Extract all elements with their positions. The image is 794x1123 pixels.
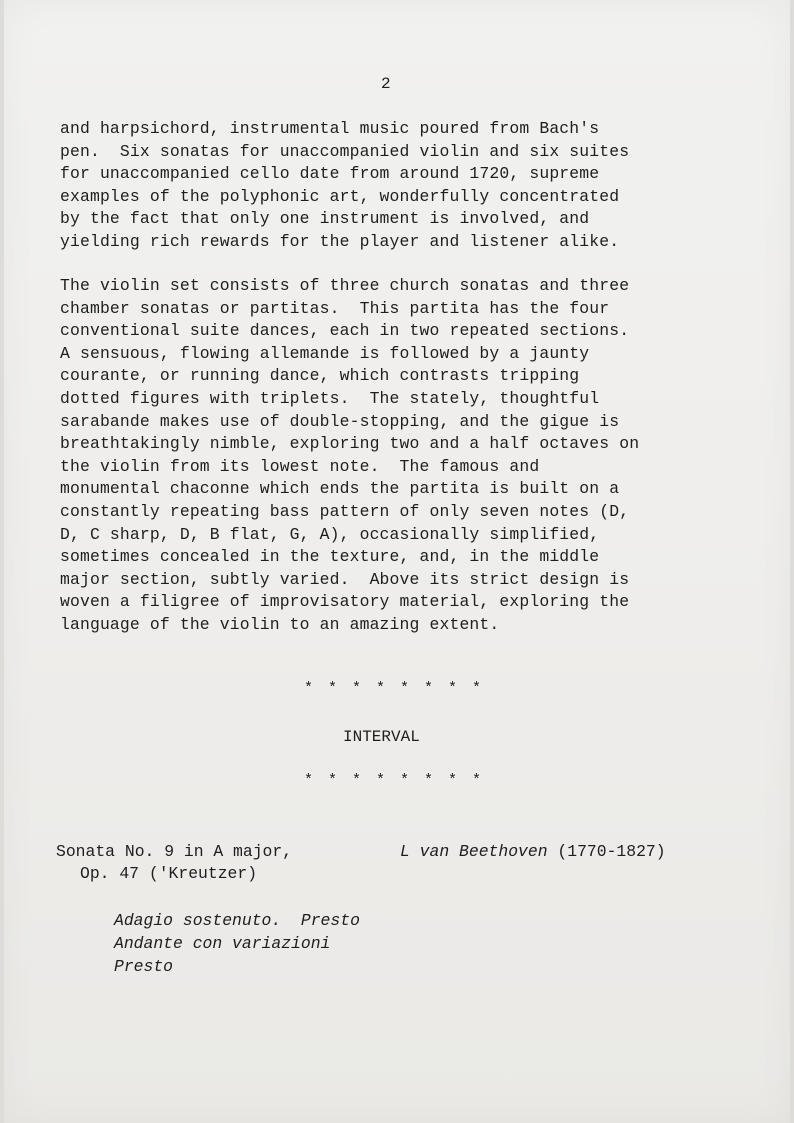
document-page (4, 0, 790, 1123)
paragraph-bach-intro: and harpsichord, instrumental music poured from Bach's pen. Six sonatas for unaccompanied violin and six suites for unaccompanied cello date from around 1720, supreme examples of the polyphonic art, wonderfully concentrated by the fact that only one instrument is involved, and yielding rich rewards for the player and listener alike. (60, 119, 630, 251)
composer-name: L van Beethoven (400, 842, 548, 861)
work-title: Sonata No. 9 in A major, (56, 842, 293, 861)
separator-stars-top: * * * * * * * * (304, 680, 485, 697)
page-number: 2 (381, 75, 391, 93)
paragraph-violin-partita: The violin set consists of three church sonatas and three chamber sonatas or partitas. This partita has the four conventional suite dances, each in two repeated sections. A sensuous, flowing allemande is followed by a jaunty courante, or running dance, which contrasts tripping dotted figures with triplets. The stately, thoughtful sarabande makes use of double-stopping, and the gigue is breathtakingly nimble, exploring two and a half octaves on the violin from its lowest note. The famous and monumental chaconne which ends the partita is built on a constantly repeating bass pattern of only seven notes (D, D, C sharp, D, B flat, G, A), occasionally simplified, sometimes concealed in the texture, and, in the middle major section, subtly varied. Above its strict design is woven a filigree of improvisatory material, exploring the language of the violin to an amazing extent. (60, 276, 640, 634)
movement-item: Adagio sostenuto. Presto (114, 911, 360, 930)
composer-dates: (1770-1827) (557, 842, 666, 861)
separator-stars-bottom: * * * * * * * * (304, 772, 485, 789)
work-opus: Op. 47 ('Kreutzer) (80, 864, 258, 883)
movement-item: Presto (114, 957, 174, 976)
movement-item: Andante con variazioni (114, 934, 331, 953)
movement-list (114, 909, 360, 978)
interval-heading: INTERVAL (343, 728, 420, 746)
composer-credit (400, 842, 666, 861)
